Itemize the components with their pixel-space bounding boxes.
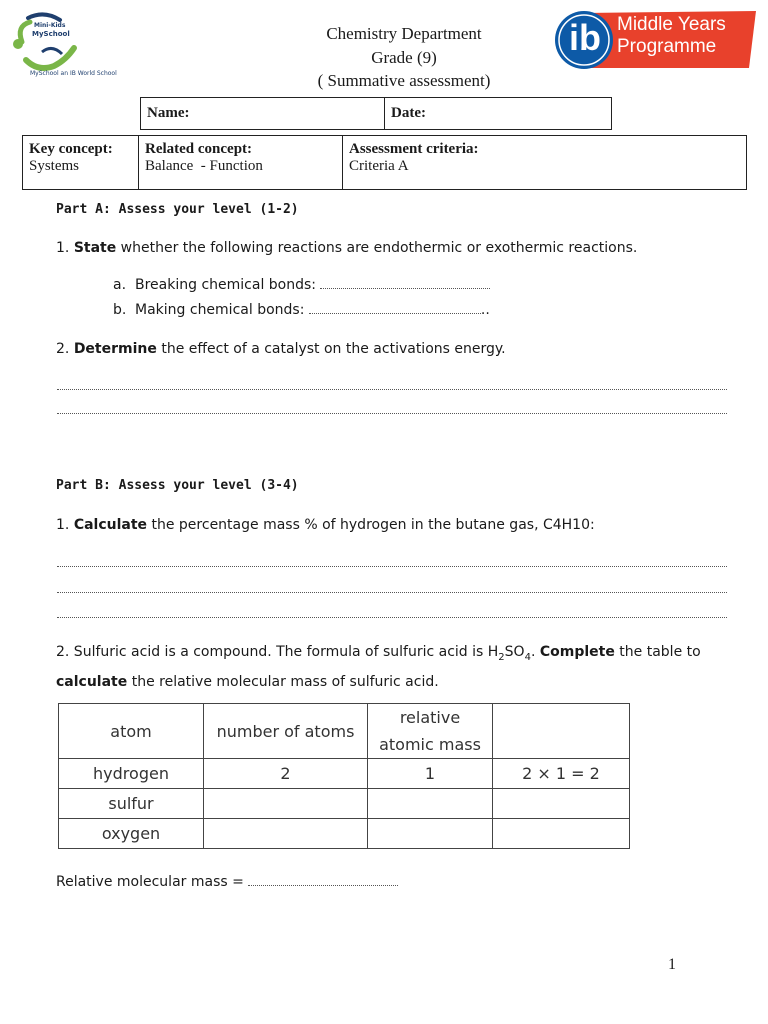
header-relative-line2: atomic mass [379,735,481,754]
assessment-type: ( Summative assessment) [317,71,491,90]
question-text: the table to [614,644,701,660]
item-suffix: .. [480,302,490,318]
page-number: 1 [668,956,676,973]
answer-line[interactable] [57,592,727,593]
question-text: the effect of a catalyst on the activations energy. [156,341,506,357]
key-concept-label: Key concept: [29,141,113,157]
list-marker: a. [113,277,127,293]
list-item [113,276,490,294]
header-relative-line1: relative [399,708,461,727]
part-b-question-1 [56,516,595,534]
ib-logo-line2: Programme [617,36,717,57]
question-text: . [530,644,540,660]
header-relative-mass [368,704,493,759]
table-header-row [59,704,630,759]
atom-cell: hydrogen [59,759,204,789]
table-row [59,759,630,789]
related-concept-cell [139,136,343,190]
count-cell[interactable]: 2 [204,759,368,789]
logo-line2: MySchool [32,30,70,38]
list-item [113,301,490,319]
answer-line[interactable] [309,313,481,314]
part-b-question-2 [56,640,716,695]
q-number: 2. [56,644,70,660]
related-concept-label: Related concept: [145,141,253,157]
logo-line1: Mini-Kids [34,22,66,29]
criteria-label: Assessment criteria: [349,141,479,157]
date-label: Date: [391,105,426,121]
school-logo [8,8,148,84]
document-header [270,22,538,93]
command-verb: calculate [56,673,128,690]
command-verb: Calculate [73,517,148,533]
part-b-heading: Part B: Assess your level (3-4) [56,478,299,493]
q-number: 1. [56,240,70,256]
ib-mark: ib [569,17,601,58]
list-marker: b. [113,302,127,318]
name-cell[interactable] [141,98,385,130]
criteria-value: Criteria A [349,158,409,174]
department-title: Chemistry Department [326,24,482,43]
answer-line[interactable] [57,413,727,414]
answer-line[interactable] [57,389,727,390]
answer-line[interactable] [248,885,398,886]
part-a-heading: Part A: Assess your level (1-2) [56,202,299,217]
question-text: the relative molecular mass of sulfuric acid. [127,673,439,690]
header-product [493,704,630,759]
subscript: 2 [498,651,505,663]
product-cell[interactable] [493,819,630,849]
answer-line[interactable] [57,617,727,618]
product-cell[interactable]: 2 × 1 = 2 [493,759,630,789]
mass-cell[interactable] [368,789,493,819]
header-count: number of atoms [204,704,368,759]
atom-cell: sulfur [59,789,204,819]
molecular-mass-table [58,703,630,849]
table-row [59,789,630,819]
related-concept-value: Balance - Function [145,158,263,174]
answer-line[interactable] [320,288,490,289]
result-label: Relative molecular mass = [56,874,244,890]
q-number: 2. [56,341,70,357]
item-text: Making chemical bonds: [135,302,305,318]
key-concept-cell [23,136,139,190]
command-verb: Determine [73,341,157,357]
question-text: whether the following reactions are endothermic or exothermic reactions. [116,240,638,256]
table-row [59,819,630,849]
ib-myp-logo [553,9,756,70]
ib-logo-line1: Middle Years [617,14,726,35]
part-a-question-2 [56,340,506,358]
result-line [56,873,398,891]
grade-label: Grade (9) [371,47,437,67]
key-concept-value: Systems [29,158,80,174]
command-verb: State [73,240,117,256]
mass-cell[interactable]: 1 [368,759,493,789]
subscript: 4 [524,651,531,663]
criteria-cell [343,136,747,190]
date-cell[interactable] [385,98,612,130]
question-text: Sulfuric acid is a compound. The formula of sulfuric acid is H [69,644,499,660]
count-cell[interactable] [204,789,368,819]
question-text: the percentage mass % of hydrogen in the butane gas, C4H10: [147,517,595,533]
answer-line[interactable] [57,566,727,567]
header-atom: atom [59,704,204,759]
name-date-table [140,97,612,130]
part-a-question-1 [56,239,637,257]
concepts-table [22,135,747,190]
command-verb: Complete [539,644,615,660]
q-number: 1. [56,517,70,533]
name-label: Name: [147,105,190,121]
product-cell[interactable] [493,789,630,819]
item-text: Breaking chemical bonds: [135,277,317,293]
count-cell[interactable] [204,819,368,849]
formula-part: SO [504,644,525,660]
atom-cell: oxygen [59,819,204,849]
logo-tagline: MySchool an IB World School [30,70,117,77]
mass-cell[interactable] [368,819,493,849]
